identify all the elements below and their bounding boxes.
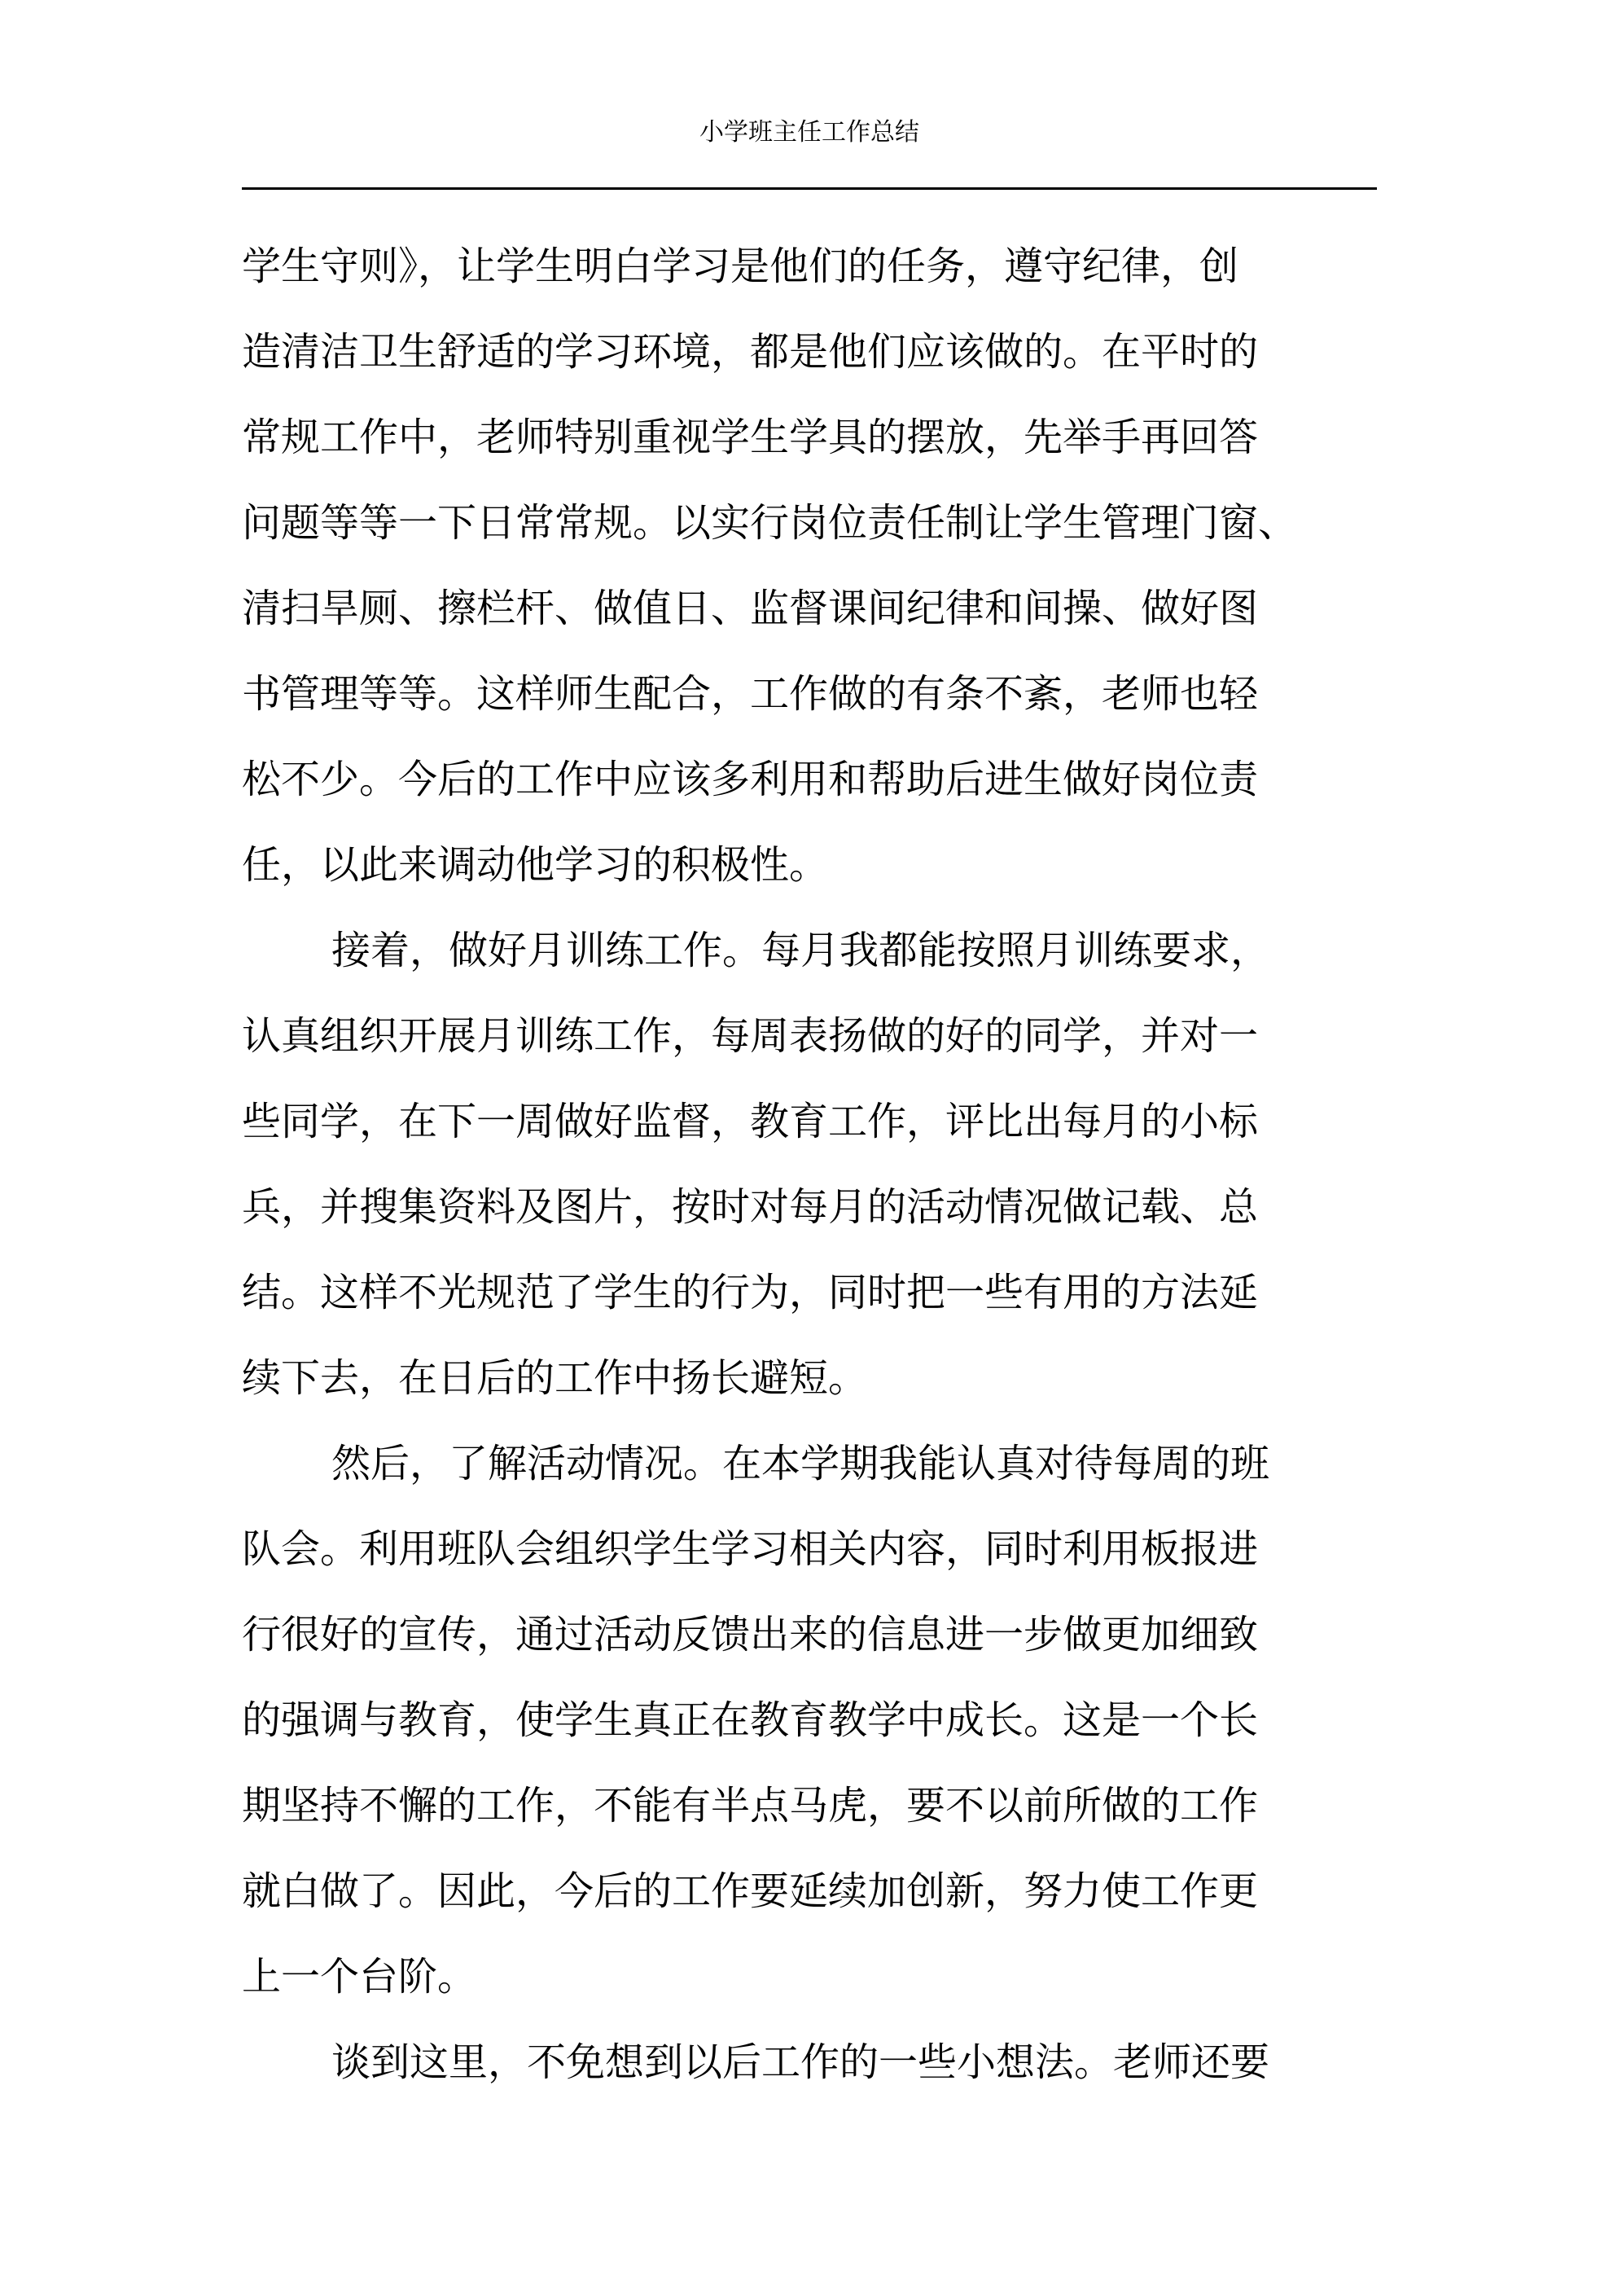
text-line: 结。这样不光规范了学生的行为，同时把一些有用的方法延 [242,1271,1259,1315]
text-line: 松不少。今后的工作中应该多利用和帮助后进生做好岗位责 [242,758,1259,801]
header-rule [242,187,1377,190]
text-line: 造清洁卫生舒适的学习环境，都是他们应该做的。在平时的 [242,331,1259,374]
text-line: 书管理等等。这样师生配合，工作做的有条不紊，老师也轻 [242,673,1259,716]
text-line: 清扫旱厕、擦栏杆、做值日、监督课间纪律和间操、做好图 [242,587,1259,630]
text-line: 兵，并搜集资料及图片，按时对每月的活动情况做记载、总 [242,1186,1259,1229]
document-body [242,224,1463,2105]
text-line: 些同学，在下一周做好监督，教育工作，评比出每月的小标 [242,1100,1259,1144]
text-line: 就白做了。因此，今后的工作要延续加创新，努力使工作更 [242,1870,1259,1913]
text-line: 常规工作中，老师特别重视学生学具的摆放，先举手再回答 [242,416,1259,459]
text-line: 学生守则》，让学生明白学习是他们的任务，遵守纪律，创 [242,245,1239,288]
text-line: 上一个台阶。 [242,1956,477,1999]
text-line: 队会。利用班队会组织学生学习相关内容，同时利用板报进 [242,1528,1259,1571]
text-line: 接着，做好月训练工作。每月我都能按照月训练要求， [331,929,1270,972]
text-line: 问题等等一下日常常规。以实行岗位责任制让学生管理门窗、 [242,502,1298,545]
text-line: 续下去，在日后的工作中扬长避短。 [242,1357,868,1400]
text-line: 认真组织开展月训练工作，每周表扬做的好的同学，并对一 [242,1015,1259,1058]
text-line: 任，以此来调动他学习的积极性。 [242,844,829,887]
text-line: 期坚持不懈的工作，不能有半点马虎，要不以前所做的工作 [242,1785,1259,1828]
text-line: 然后，了解活动情况。在本学期我能认真对待每周的班 [331,1442,1270,1486]
text-line: 行很好的宣传，通过活动反馈出来的信息进一步做更加细致 [242,1613,1259,1657]
text-line: 谈到这里，不免想到以后工作的一些小想法。老师还要 [331,2041,1270,2084]
text-line: 的强调与教育，使学生真正在教育教学中成长。这是一个长 [242,1699,1259,1742]
page-title: 小学班主任工作总结 [699,119,919,146]
